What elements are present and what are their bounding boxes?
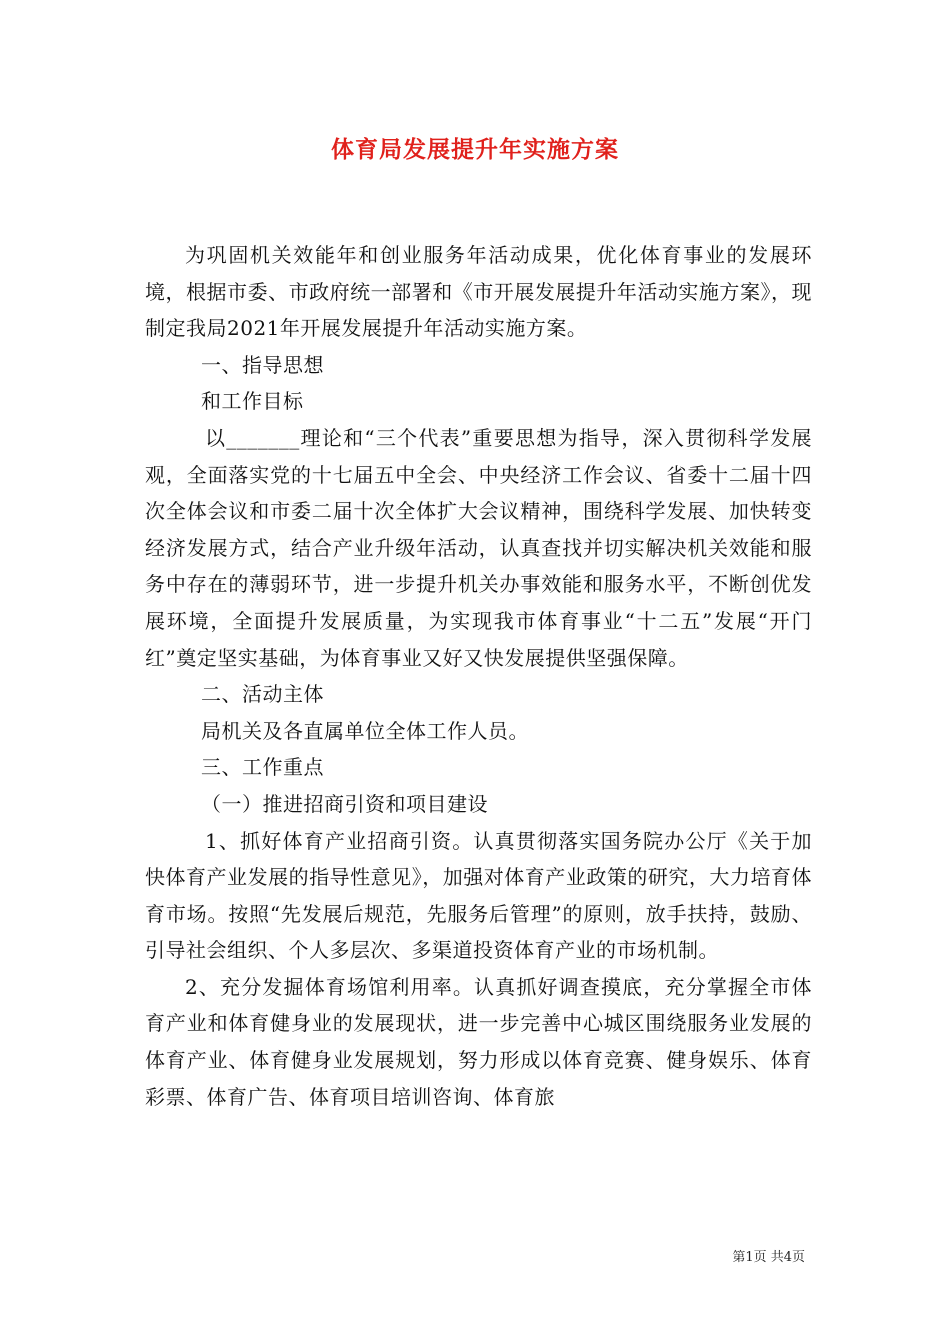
paragraph-activity-subject: 局机关及各直属单位全体工作人员。 — [201, 718, 529, 743]
paragraph-guiding-content: 以_______理论和“三个代表”重要思想为指导，深入贯彻科学发展观，全面落实党的十七届五中全会、中央经济工作会议、省委十二届十四次全体会议和市委二届十次全体扩大会议精神，围绕科学发展、加快转变经济发展方式，结合产业升级年活动，认真查找并切实解决机关效能和服务中存在的薄弱环节，进一步提升机关办事效能和服务水平，不断创优发展环境，全面提升发展质量，为实现我市体育事业“十二五”发展“开门红”奠定坚实基础，为体育事业又好又快发展提供坚强保障。 — [145, 425, 812, 670]
document-body — [145, 237, 812, 1115]
document-title: 体育局发展提升年实施方案 — [331, 136, 619, 163]
paragraph-item-1: 1、抓好体育产业招商引资。认真贯彻落实国务院办公厅《关于加快体育产业发展的指导性意见》，加强对体育产业政策的研究，大力培育体育市场。按照“先发展后规范，先服务后管理”的原则，放手扶持，鼓励、引导社会组织、个人多层次、多渠道投资体育产业的市场机制。 — [145, 828, 812, 963]
heading-guiding-thought: 一、指导思想 — [201, 352, 324, 377]
heading-activity-subject: 二、活动主体 — [201, 682, 324, 707]
heading-work-focus: 三、工作重点 — [201, 755, 324, 780]
page-number: 第1页 共4页 — [732, 1250, 805, 1265]
heading-work-goal: 和工作目标 — [201, 389, 304, 414]
paragraph-item-2: 2、充分发掘体育场馆利用率。认真抓好调查摸底，充分掌握全市体育产业和体育健身业的发展现状，进一步完善中心城区围绕服务业发展的体育产业、体育健身业发展规划，努力形成以体育竞赛、健身娱乐、体育彩票、体育广告、体育项目培训咨询、体育旅 — [145, 974, 812, 1109]
subheading-investment: （一）推进招商引资和项目建设 — [201, 791, 488, 816]
paragraph-intro: 为巩固机关效能年和创业服务年活动成果，优化体育事业的发展环境，根据市委、市政府统一部署和《市开展发展提升年活动实施方案》，现制定我局2021年开展发展提升年活动实施方案。 — [145, 243, 812, 341]
